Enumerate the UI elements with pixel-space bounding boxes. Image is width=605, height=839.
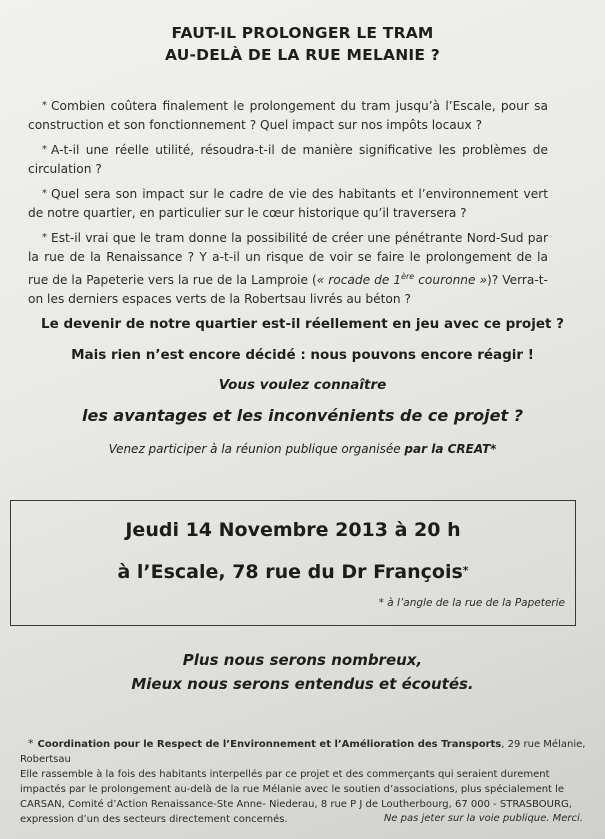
event-date: Jeudi 14 Novembre 2013 à 20 h [125,519,461,541]
statement-1: Le devenir de notre quartier est-il réellement en jeu avec ce projet ? [41,316,564,332]
question-2 [28,140,548,179]
question-4-italic-a: « rocade de 1 [316,273,402,288]
event-box [10,500,576,626]
question-1-text: Combien coûtera finalement le prolongement du tram jusqu’à l’Escale, pour sa construction et son fonctionnement ? Quel impact sur nos impôts locaux ? [28,99,548,132]
bullet-star: * [42,144,47,155]
invite-line-1: Vous voulez connaître [218,377,387,393]
question-4-sup: ère [401,272,415,281]
question-4 [28,228,548,309]
question-4-text-b: )? Verra-t-on les derniers espaces verts de la Robertsau livrés au béton ? [28,273,548,307]
event-place [11,561,575,583]
event-place-text: à l’Escale, 78 rue du Dr François [117,561,463,583]
question-1 [28,96,548,135]
statement-2: Mais rien n’est encore décidé : nous pouvons encore réagir ! [71,347,534,363]
bullet-star: * [42,188,47,199]
closing-note: Ne pas jeter sur la voie publique. Merci. [383,813,583,824]
footer-organization: Coordination pour le Respect de l’Environnement et l’Amélioration des Transports [37,739,502,750]
bullet-star: * [42,100,47,111]
footer-star: * [28,737,34,750]
invite-line-3-text: Venez participer à la réunion publique organisée [108,442,405,456]
question-4-text-a: Est-il vrai que le tram donne la possibilité de créer une pénétrante Nord-Sud par la rue de la Renaissance ? Y a-t-il un risque de voir se faire le prolongement de la rue de la Papeterie vers la rue de la Lamproie ( [28,231,548,288]
invite-line-3-organizer: par la CREAT* [404,442,497,456]
question-3-text: Quel sera son impact sur le cadre de vie des habitants et l’environnement vert de notre quartier, en particulier sur le cœur historique qu’il traversera ? [28,187,548,220]
question-4-italic-b: couronne » [414,273,488,288]
footer-body: Elle rassemble à la fois des habitants interpellés par ce projet et des commerçants qui seraient durement impactés par le prolongement au-delà de la rue Mélanie avec le soutien d’associations, plus spécialement le CARSAN, Comité d’Action Renaissance-Ste Anne- Niederau, 8 rue P J de Loutherbourg, 67 000 - STRASBOURG, expression d’un des secteurs directement concernés. [20,769,572,825]
question-3 [28,184,548,223]
footer-address: , 29 rue Mélanie, Robertsau [20,739,586,765]
bullet-star: * [42,232,47,243]
title-line-1: FAUT-IL PROLONGER LE TRAM [171,24,434,42]
event-place-mark: * [462,564,469,577]
invite-line-2: les avantages et les inconvénients de ce projet ? [81,406,524,425]
slogan-line-1: Plus nous serons nombreux, [182,651,423,669]
event-location-note: * à l’angle de la rue de la Papeterie [378,597,565,609]
slogan-line-2: Mieux nous serons entendus et écoutés. [131,675,474,693]
title-line-2: AU-DELÀ DE LA RUE MELANIE ? [165,46,440,64]
question-2-text: A-t-il une réelle utilité, résoudra-t-il de manière significative les problèmes de circulation ? [28,143,548,176]
invite-line-3 [0,442,605,456]
